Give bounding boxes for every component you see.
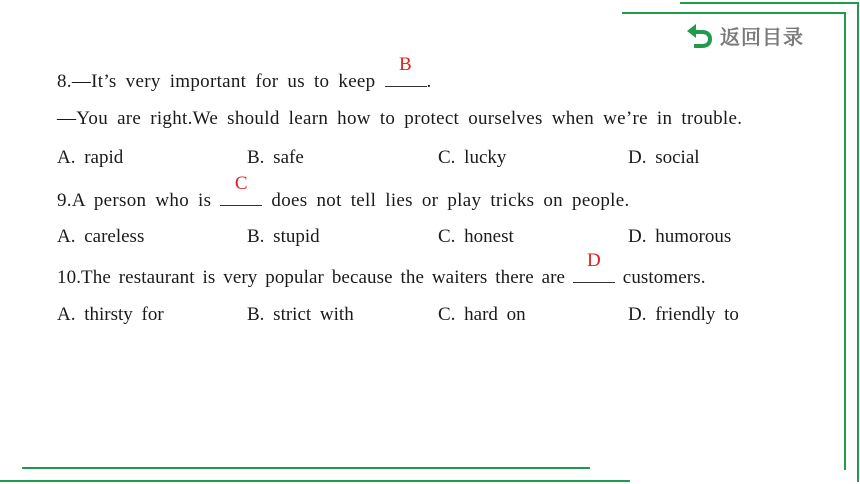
question-10-text-after: customers.	[614, 267, 706, 288]
answer-blank-8	[385, 54, 427, 87]
question-9-option-d: D. humorous	[628, 226, 732, 247]
question-10-option-a: A. thirsty for	[57, 304, 164, 325]
question-10-option-c: C. hard on	[438, 304, 526, 325]
question-8-option-c: C. lucky	[438, 147, 507, 168]
question-8-option-d: D. social	[628, 147, 700, 168]
answer-blank-10	[573, 250, 615, 283]
answer-9: C	[234, 173, 248, 194]
frame-bottom-line-2	[0, 480, 630, 482]
question-8-text-after: .	[426, 71, 432, 92]
question-8-text-before: 8.—It’s very important for us to keep	[57, 71, 385, 92]
answer-blank-9	[220, 173, 262, 206]
question-9-option-c: C. honest	[438, 226, 514, 247]
frame-top-line-2	[680, 2, 858, 4]
frame-top-line-1	[622, 12, 846, 14]
back-to-contents-label: 返回目录	[720, 24, 804, 49]
question-9-stem	[57, 173, 630, 212]
question-8-stem	[57, 54, 432, 93]
answer-10: D	[587, 250, 601, 271]
question-9-option-b: B. stupid	[247, 226, 320, 247]
question-9-option-a: A. careless	[57, 226, 145, 247]
question-8-option-b: B. safe	[247, 147, 304, 168]
frame-bottom-line-1	[22, 467, 590, 469]
question-10-option-b: B. strict with	[247, 304, 354, 325]
question-9-text-before: 9.A person who is	[57, 190, 221, 211]
answer-8: B	[399, 54, 412, 75]
return-arrow-icon	[684, 21, 714, 49]
question-10-text-before: 10.The restaurant is very popular because the waiters there are	[57, 267, 573, 288]
question-8-option-a: A. rapid	[57, 147, 124, 168]
frame-right-line-1	[844, 12, 846, 470]
question-10-option-d: D. friendly to	[628, 304, 739, 325]
frame-right-line-2	[857, 2, 859, 482]
back-to-contents-button[interactable]	[684, 20, 804, 50]
question-9-text-after: does not tell lies or play tricks on people.	[262, 190, 630, 211]
question-8-reply: —You are right.We should learn how to protect ourselves when we’re in trouble.	[57, 108, 743, 129]
question-10-stem	[57, 250, 706, 289]
